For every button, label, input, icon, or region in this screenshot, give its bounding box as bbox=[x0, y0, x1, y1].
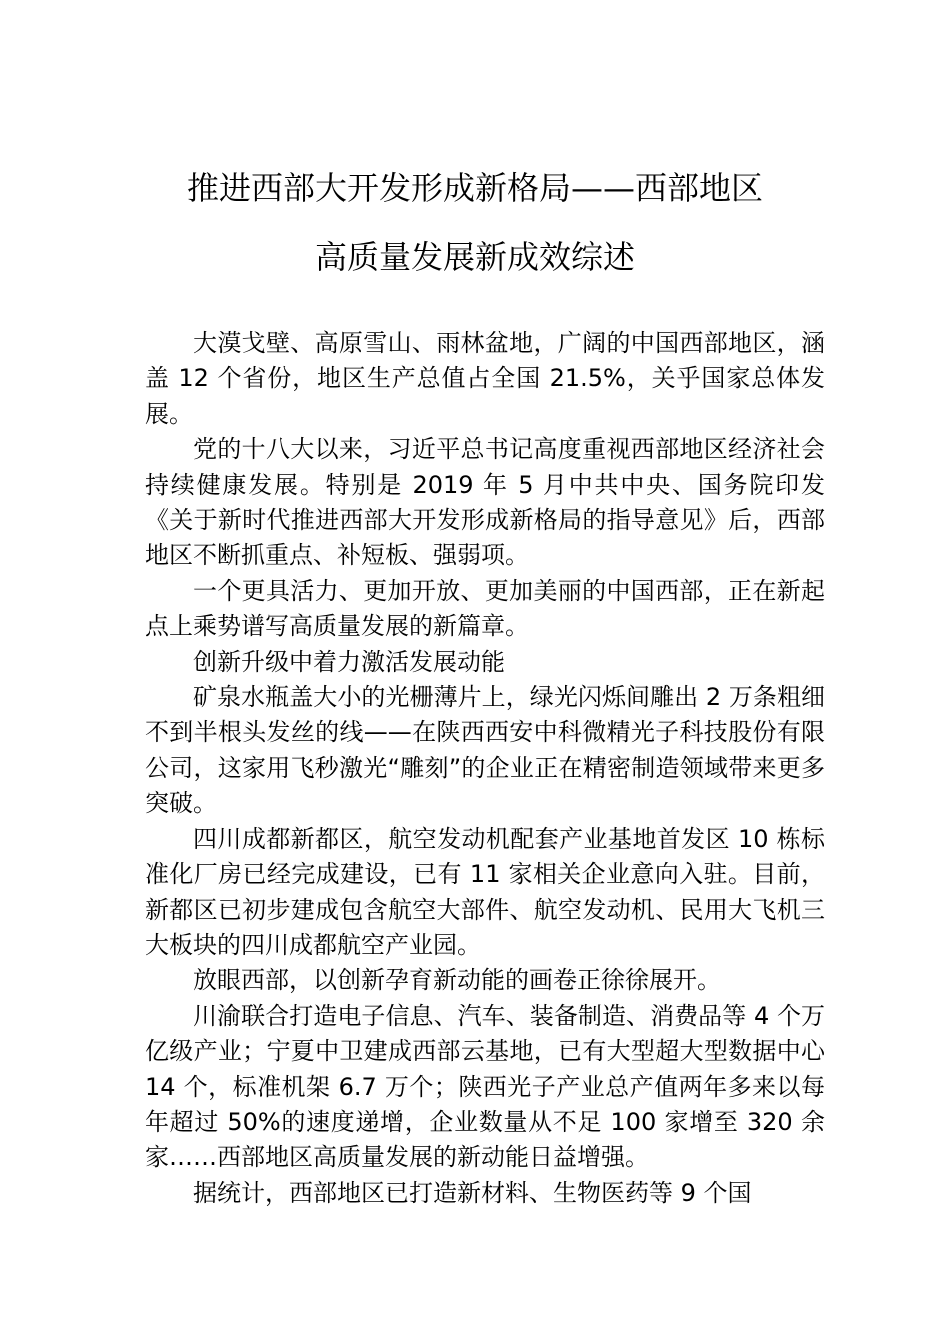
document-title-line-1: 推进西部大开发形成新格局——西部地区 bbox=[186, 169, 763, 207]
paragraph-intro: 大漠戈壁、高原雪山、雨林盆地，广阔的中国西部地区，涵盖 12 个省份，地区生产总值占全国 21.5%，关乎国家总体发展。 bbox=[145, 329, 825, 428]
section-heading: 创新升级中着力激活发展动能 bbox=[193, 647, 505, 676]
paragraph-policy: 党的十八大以来，习近平总书记高度重视西部地区经济社会持续健康发展。特别是 2019 年 5 月中共中央、国务院印发《关于新时代推进西部大开发形成新格局的指导意见》后，西部地区不断抓重点、补短板、强弱项。 bbox=[145, 435, 825, 570]
paragraph-industries: 川渝联合打造电子信息、汽车、装备制造、消费品等 4 个万亿级产业；宁夏中卫建成西部云基地，已有大型超大型数据中心 14 个，标准机架 6.7 万个；陕西光子产业总产值两年多来以每年超过 50%的速度递增，企业数量从不足 100 家增至 320 余家……西部地区高质量发展的新动能日益增强。 bbox=[145, 1001, 825, 1172]
paragraph-xian-photonics: 矿泉水瓶盖大小的光栅薄片上，绿光闪烁间雕出 2 万条粗细不到半根头发丝的线——在陕西西安中科微精光子科技股份有限公司，这家用飞秒激光“雕刻”的企业正在精密制造领域带来更多突破。 bbox=[145, 683, 825, 818]
document-body bbox=[145, 326, 825, 1211]
paragraph-statistics: 据统计，西部地区已打造新材料、生物医药等 9 个国 bbox=[193, 1178, 752, 1207]
paragraph-west-outlook: 放眼西部，以创新孕育新动能的画卷正徐徐展开。 bbox=[193, 966, 721, 995]
document-title-line-2: 高质量发展新成效综述 bbox=[314, 238, 635, 276]
paragraph-new-chapter: 一个更具活力、更加开放、更加美丽的中国西部，正在新起点上乘势谱写高质量发展的新篇章。 bbox=[145, 576, 825, 641]
paragraph-chengdu-aviation: 四川成都新都区，航空发动机配套产业基地首发区 10 栋标准化厂房已经完成建设，已有 11 家相关企业意向入驻。目前，新都区已初步建成包含航空大部件、航空发动机、民用大飞机三大板块的四川成都航空产业园。 bbox=[145, 824, 825, 959]
